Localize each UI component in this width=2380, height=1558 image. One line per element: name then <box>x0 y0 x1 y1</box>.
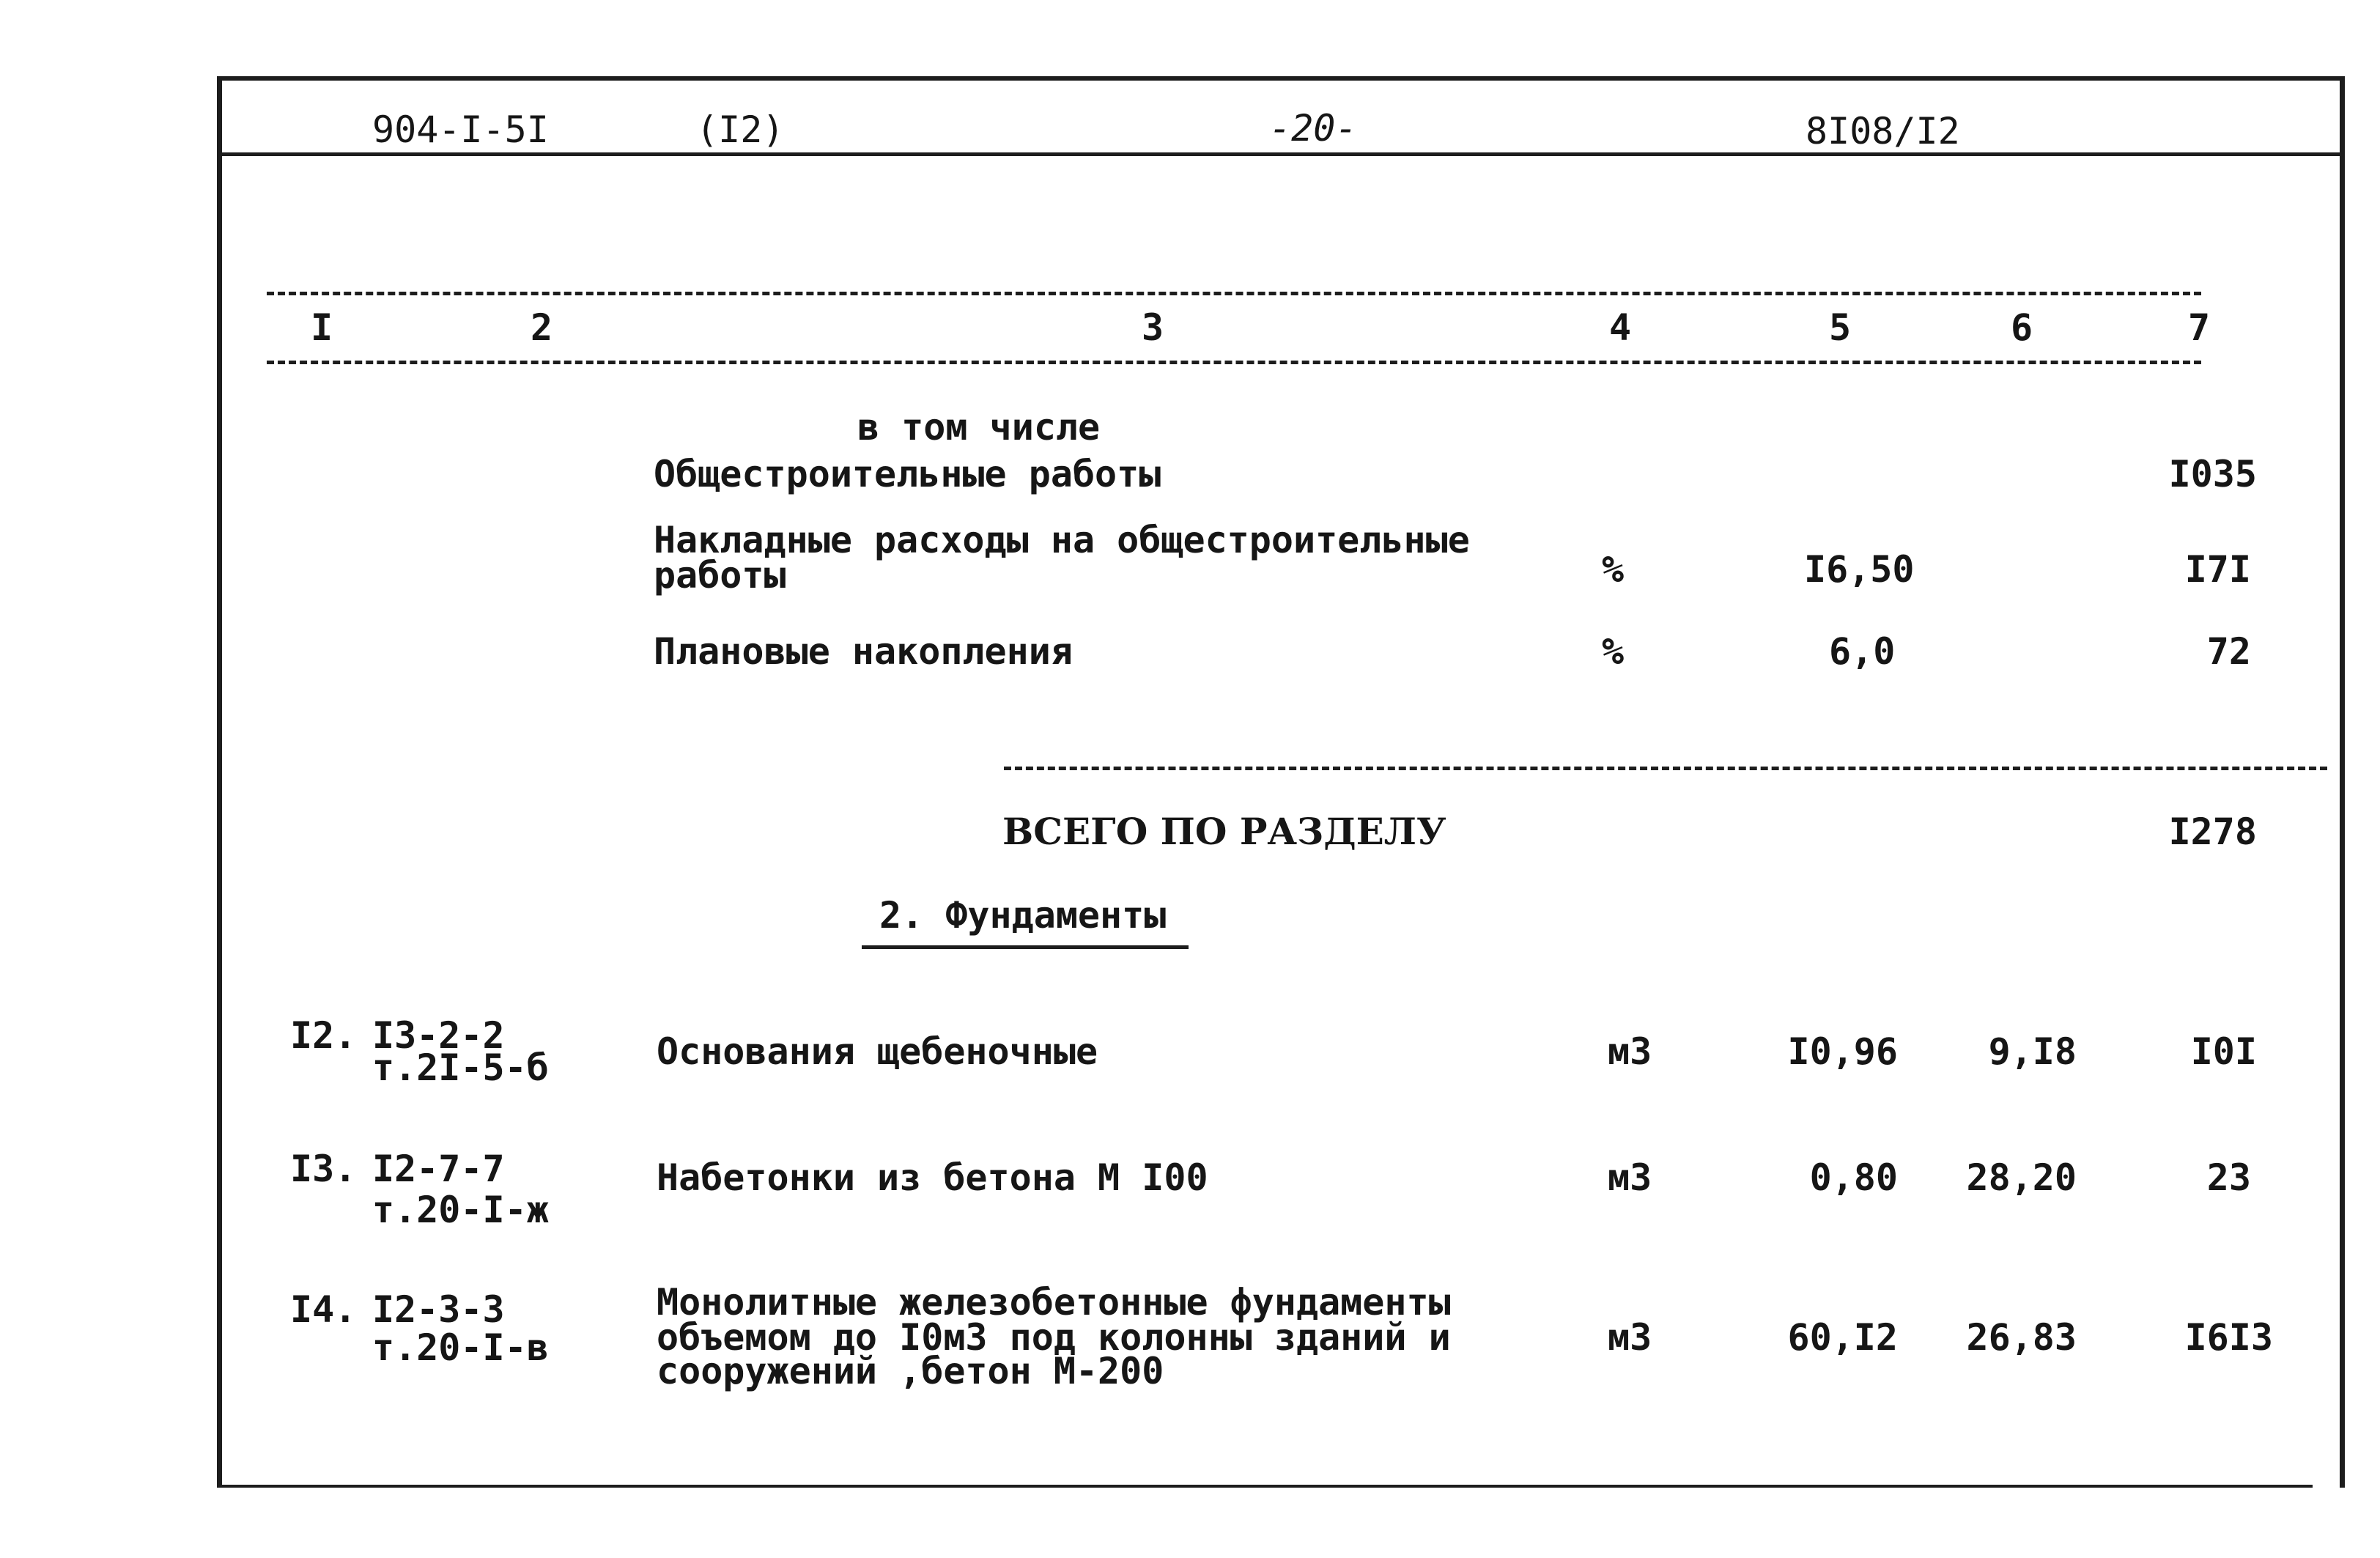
column-header-bottom-rule <box>267 361 2201 364</box>
column-number-7: 7 <box>2188 306 2211 349</box>
row-planned-savings-rate: 6,0 <box>1829 630 1896 673</box>
item-13-code-line1: I2-7-7 <box>372 1148 505 1190</box>
section-total-value: I278 <box>2168 811 2257 853</box>
item-14-total: I6I3 <box>2184 1316 2273 1359</box>
row-planned-savings-name: Плановые накопления <box>654 630 1073 673</box>
item-13-unit: м3 <box>1608 1156 1652 1199</box>
item-13-quantity: 0,80 <box>1809 1156 1898 1199</box>
item-12-quantity: I0,96 <box>1787 1030 1898 1073</box>
item-14-code-line1: I2-3-3 <box>372 1288 505 1331</box>
column-header-top-rule <box>267 292 2201 295</box>
row-general-works-total: I035 <box>2168 453 2257 495</box>
section-total-rule <box>1004 767 2327 770</box>
page-number: -20- <box>1269 107 1358 149</box>
subtotal-intro: в том числе <box>857 406 1101 448</box>
item-12-name: Основания щебеночные <box>657 1030 1098 1073</box>
item-12-number: I2. <box>290 1014 357 1057</box>
row-overhead-name-line2: работы <box>654 554 786 597</box>
item-12-code-line1: I3-2-2 <box>372 1014 505 1057</box>
item-14-quantity: 60,I2 <box>1787 1316 1898 1359</box>
item-14-unit: м3 <box>1608 1316 1652 1359</box>
item-13-number: I3. <box>290 1148 357 1190</box>
column-number-6: 6 <box>2011 306 2033 349</box>
item-14-name-line3: сооружений ,бетон М-200 <box>657 1350 1164 1392</box>
item-13-price: 28,20 <box>1966 1156 2077 1199</box>
section-total-label: ВСЕГО ПО РАЗДЕЛУ <box>1002 810 1446 853</box>
row-planned-savings-total: 72 <box>2206 630 2251 673</box>
item-13-code-line2: т.20-I-ж <box>372 1189 549 1231</box>
item-14-number: I4. <box>290 1288 357 1331</box>
part-number: (I2) <box>696 108 785 151</box>
row-overhead-unit: % <box>1602 548 1625 591</box>
item-12-code-line2: т.2I-5-б <box>372 1046 549 1089</box>
section-title-underline <box>862 945 1189 949</box>
item-13-name: Набетонки из бетона М I00 <box>657 1156 1208 1199</box>
project-number: 904-I-5I <box>372 108 549 151</box>
document-code: 8I08/I2 <box>1806 110 1960 152</box>
header-divider <box>217 152 2345 156</box>
page-frame <box>217 76 2345 1488</box>
row-overhead-rate: I6,50 <box>1804 548 1915 591</box>
row-planned-savings-unit: % <box>1602 630 1625 673</box>
item-13-total: 23 <box>2206 1156 2251 1199</box>
item-14-name-line1: Монолитные железобетонные фундаменты <box>657 1281 1451 1323</box>
item-14-code-line2: т.20-I-в <box>372 1326 549 1369</box>
row-general-works-name: Общестроительные работы <box>654 453 1161 495</box>
column-number-2: 2 <box>531 306 553 349</box>
column-number-1: I <box>311 306 333 349</box>
row-overhead-total: I7I <box>2184 548 2251 591</box>
item-14-price: 26,83 <box>1966 1316 2077 1359</box>
bottom-divider <box>217 1485 2313 1488</box>
item-12-unit: м3 <box>1608 1030 1652 1073</box>
row-overhead-name-line1: Накладные расходы на общестроительные <box>654 519 1470 561</box>
section-title: 2. Фундаменты <box>879 894 1167 937</box>
column-number-3: 3 <box>1142 306 1164 349</box>
item-12-total: I0I <box>2190 1030 2257 1073</box>
column-number-5: 5 <box>1829 306 1852 349</box>
column-number-4: 4 <box>1609 306 1632 349</box>
item-12-price: 9,I8 <box>1988 1030 2077 1073</box>
item-14-name-line2: объемом до I0м3 под колонны зданий и <box>657 1316 1451 1359</box>
